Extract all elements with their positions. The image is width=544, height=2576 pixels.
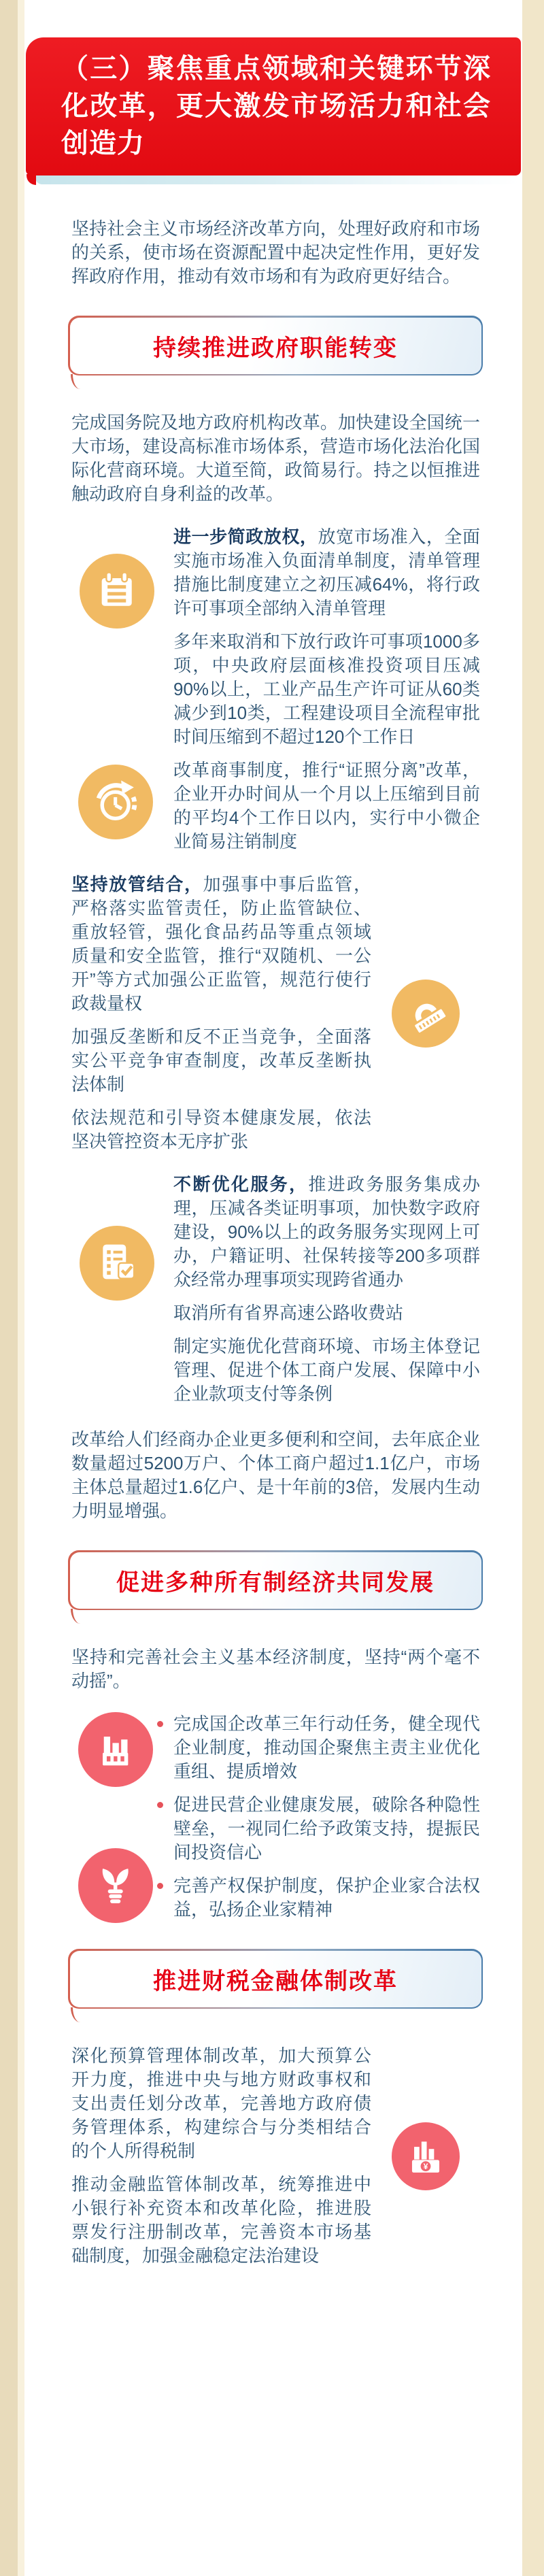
simplify-item-2: 多年来取消和下放行政许可事项1000多项，中央政府层面核准投资项目压减90%以上，工业产品生产许可证从60类减少到10类，工程建设项目全流程审批时间压缩到不超过120个工作日 xyxy=(173,631,480,747)
intro-paragraph: 坚持社会主义市场经济改革方向，处理好政府和市场的关系，使市场在资源配置中起决定性作用，更好发挥政府作用，推动有效市场和有为政府更好结合。 xyxy=(71,218,480,286)
regulate-item-2: 加强反垄断和反不正当竞争，全面落实公平竞争审查制度，改革反垄断执法体制 xyxy=(71,1026,371,1094)
page-title: （三）聚焦重点领域和关键环节深化改革，更大激发市场活力和社会创造力 xyxy=(61,54,491,158)
section-2-title: 促进多种所有制经济共同发展 xyxy=(116,1569,435,1596)
money-chart-icon xyxy=(392,2122,460,2190)
regulate-item-1-lead: 坚持放管结合， xyxy=(71,874,203,894)
content-body xyxy=(24,217,522,2268)
block-regulation xyxy=(71,873,480,1154)
block-fiscal-finance xyxy=(71,2044,480,2268)
block-services xyxy=(71,1173,480,1406)
section-3-header-inner xyxy=(70,1951,481,2007)
service-item-2: 取消所有省界高速公路收费站 xyxy=(173,1303,404,1323)
section-3-header-tail xyxy=(71,2007,80,2022)
ownership-bullet-2: 促进民营企业健康发展，破除各种隐性壁垒，一视同仁给予政策支持，提振民间投资信心 xyxy=(173,1793,480,1864)
simplify-item-1-text: 放宽市场准入，全面实施市场准入负面清单制度，清单管理措施比制度建立之初压减64%，将行政许可事项全部纳入清单管理 xyxy=(173,526,480,618)
section-3-title: 推进财税金融体制改革 xyxy=(153,1968,398,1994)
ownership-bullet-3: 完善产权保护制度，保护企业家合法权益，弘扬企业家精神 xyxy=(173,1874,480,1922)
simplify-item-1-lead: 进一步简政放权， xyxy=(173,526,318,547)
seedling-savings-icon xyxy=(78,1848,153,1923)
section-1-header-box xyxy=(68,316,483,375)
title-ribbon-band xyxy=(26,37,521,175)
simplify-item-1 xyxy=(173,525,480,620)
section-2-intro: 坚持和完善社会主义基本经济制度，坚持“两个毫不动摇”。 xyxy=(71,1647,480,1691)
svg-text:¥: ¥ xyxy=(423,2161,428,2171)
service-item-1-lead: 不断优化服务， xyxy=(173,1174,309,1194)
section-1-header-tail xyxy=(71,374,80,389)
notepad-icon xyxy=(80,554,154,629)
section-2-header-tail xyxy=(71,1609,80,1624)
ribbon-teal-shadow xyxy=(35,175,520,184)
fiscal-paragraph-2: 推动金融监管体制改革，统筹推进中小银行补充资本和改革化险，推进股票发行注册制改革，完善资本市场基础制度，加强金融稳定法治建设 xyxy=(71,2174,371,2266)
section-1-title: 持续推进政府职能转变 xyxy=(153,335,398,361)
protractor-ruler-icon xyxy=(392,980,460,1048)
ownership-bullet-list xyxy=(173,1712,480,1922)
service-item-1-text: 推进政务服务集成办理，压减各类证明事项，加快数字政府建设，90%以上的政务服务实现网上可办，户籍证明、社保转接等200多项群众经常办理事项实现跨省通办 xyxy=(173,1174,480,1290)
ribbon-curl-decoration xyxy=(27,174,36,185)
ownership-bullet-1: 完成国企改革三年行动任务，健全现代企业制度，推动国企聚焦主责主业优化重组、提质增效 xyxy=(173,1712,480,1784)
content-card xyxy=(24,0,522,2576)
section-2-header-inner xyxy=(70,1552,481,1609)
factory-icon xyxy=(78,1712,153,1787)
checklist-icon xyxy=(80,1226,154,1301)
service-item-1 xyxy=(173,1173,480,1292)
section-1-intro: 完成国务院及地方政府机构改革。加快建设全国统一大市场，建设高标准市场体系，营造市场化法治化国际化营商环境。大道至简，政简易行。持之以恒推进触动政府自身利益的改革。 xyxy=(71,412,480,504)
section-3-header-box xyxy=(68,1949,483,2009)
section-2-header-box xyxy=(68,1550,483,1610)
timer-icon xyxy=(78,765,153,839)
regulate-item-1-text: 加强事中事后监管，严格落实监管责任，防止监管缺位、重放轻管，强化食品药品等重点领域质量和安全监管，推行“双随机、一公开”等方式加强公正监管，规范行使行政裁量权 xyxy=(71,874,371,1014)
block-ownership-bullets xyxy=(71,1712,480,1922)
section-1-header-inner xyxy=(70,318,481,374)
title-ribbon xyxy=(26,37,521,175)
service-item-3: 制定实施优化营商环境、市场主体登记管理、促进个体工商户发展、保障中小企业款项支付等条例 xyxy=(173,1336,480,1404)
block-simplify-administration xyxy=(71,525,480,854)
fiscal-paragraph-1: 深化预算管理体制改革，加大预算公开力度，推进中央与地方财政事权和支出责任划分改革，完善地方政府债务管理体系，构建综合与分类相结合的个人所得税制 xyxy=(71,2045,371,2161)
regulate-item-1 xyxy=(71,873,371,1016)
simplify-item-3: 改革商事制度，推行“证照分离”改革，企业开办时间从一个月以上压缩到目前的平均4个工作日以内，实行中小微企业简易注销制度 xyxy=(173,760,480,852)
section-1-closing: 改革给人们经商办企业更多便利和空间，去年底企业数量超过5200万户、个体工商户超过1.1亿户，市场主体总量超过1.6亿户、是十年前的3倍，发展内生动力明显增强。 xyxy=(71,1429,480,1521)
regulate-item-3: 依法规范和引导资本健康发展，依法坚决管控资本无序扩张 xyxy=(71,1107,371,1152)
